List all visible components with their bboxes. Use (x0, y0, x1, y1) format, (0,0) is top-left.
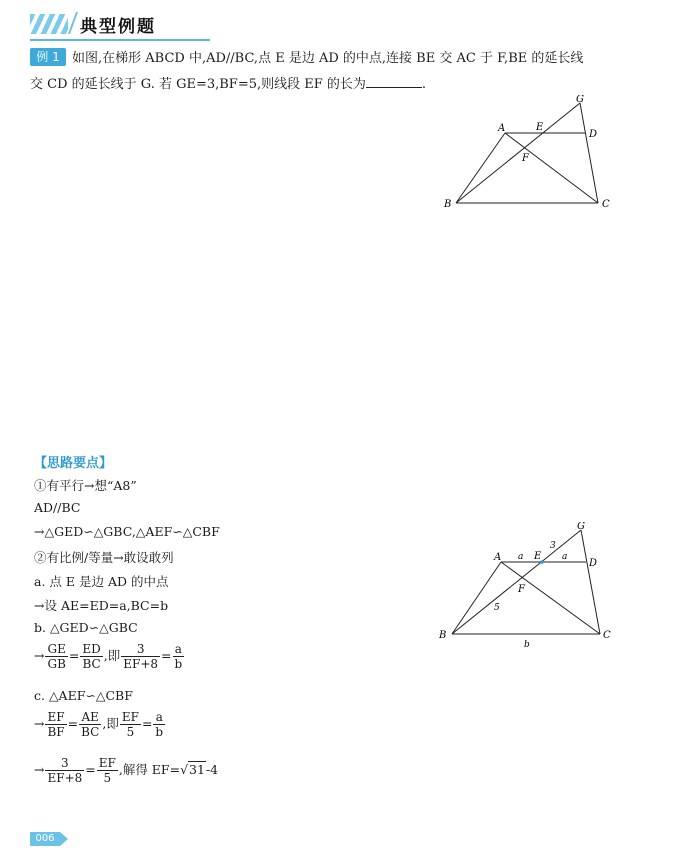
solution-step-8: → $\frac{GE}{GB}$ = $\frac{ED}{BC}$ ,即 $\frac{3}{EF+8}$ = $\frac{a}{b}$ (34, 642, 183, 671)
solution-step-9: c. △AEF∽△CBF (34, 688, 133, 703)
solution-step-6: →设 AE=ED=a,BC=b (34, 598, 169, 613)
solution-step-4: ②有比例/等量→敢设敢列 (34, 550, 174, 565)
banner-slash (68, 12, 78, 34)
fraction: $\frac{EF}{BF}$ (47, 710, 65, 739)
solution-step-1: ①有平行→想“A8” (34, 478, 137, 493)
fig1-label-E: E (536, 122, 544, 133)
fraction: $\frac{a}{b}$ (174, 642, 183, 671)
solution-step-10: → $\frac{EF}{BF}$ = $\frac{AE}{BC}$ ,即 $\frac{EF}{5}$ = $\frac{a}{b}$ (34, 710, 164, 739)
fig2-label-E: E (534, 551, 542, 562)
solution-step-7: b. △GED∽△GBC (34, 620, 138, 635)
arrow-icon: → (34, 648, 45, 663)
page-number-arrow (60, 832, 68, 846)
fig2-label-five: 5 (494, 603, 500, 613)
sqrt-icon: √ (180, 762, 189, 777)
section-title: 典型例题 (80, 17, 156, 37)
page-number: 006 (30, 832, 60, 846)
solution-step-2: AD//BC (34, 500, 81, 515)
fig2-label-A: A (494, 552, 502, 563)
fraction: $\frac{GE}{GB}$ (47, 642, 66, 671)
fig2-label-a2: a (562, 552, 568, 562)
fig2-label-B: B (439, 630, 447, 641)
fraction: $\frac{a}{b}$ (155, 710, 164, 739)
solution-step-5: a. 点 E 是边 AD 的中点 (34, 574, 169, 589)
example-label: 例 1 (30, 48, 66, 66)
section-banner (30, 10, 180, 36)
fig2-label-G: G (577, 522, 585, 532)
fig1-label-G: G (576, 95, 584, 105)
fraction: $\frac{3}{EF+8}$ (123, 642, 159, 671)
fig1-label-B: B (444, 199, 452, 210)
banner-underline (30, 39, 210, 41)
fig1-label-A: A (498, 123, 506, 134)
problem-line-1: 如图,在梯形 ABCD 中,AD//BC,点 E 是边 AD 的中点,连接 BE 交 AC 于 F,BE 的延长线 (72, 51, 584, 66)
fig1-label-F: F (522, 153, 529, 164)
fig1-label-D: D (589, 129, 598, 140)
arrow-icon: → (34, 762, 45, 777)
banner-stripes (30, 14, 68, 34)
fig2-label-b: b (524, 640, 530, 650)
fig2-label-three: 3 (550, 541, 556, 551)
fig2-label-C: C (603, 630, 611, 641)
solution-step-11: → $\frac{3}{EF+8}$ = $\frac{EF}{5}$ ,解得 EF=√31-4 (34, 756, 219, 785)
solution-step-3: →△GED∽△GBC,△AEF∽△CBF (34, 524, 220, 539)
problem-figure (440, 95, 620, 215)
arrow-icon: → (34, 716, 45, 731)
problem-line-2-end: . (421, 77, 427, 92)
fraction: $\frac{AE}{BC}$ (81, 710, 100, 739)
fig2-label-a1: a (518, 552, 524, 562)
fraction: $\frac{3}{EF+8}$ (47, 756, 83, 785)
fraction: $\frac{EF}{5}$ (98, 756, 116, 785)
fig2-label-F: F (518, 584, 525, 595)
answer-blank[interactable] (366, 73, 422, 88)
solution-title: 【思路要点】 (34, 456, 113, 471)
fraction: $\frac{EF}{5}$ (121, 710, 139, 739)
fig2-label-D: D (589, 558, 598, 569)
fig1-label-C: C (602, 199, 610, 210)
fraction: $\frac{ED}{BC}$ (82, 642, 101, 671)
problem-line-2-text: 交 CD 的延长线于 G. 若 GE=3,BF=5,则线段 EF 的长为 (30, 77, 366, 92)
solution-figure (436, 522, 616, 652)
